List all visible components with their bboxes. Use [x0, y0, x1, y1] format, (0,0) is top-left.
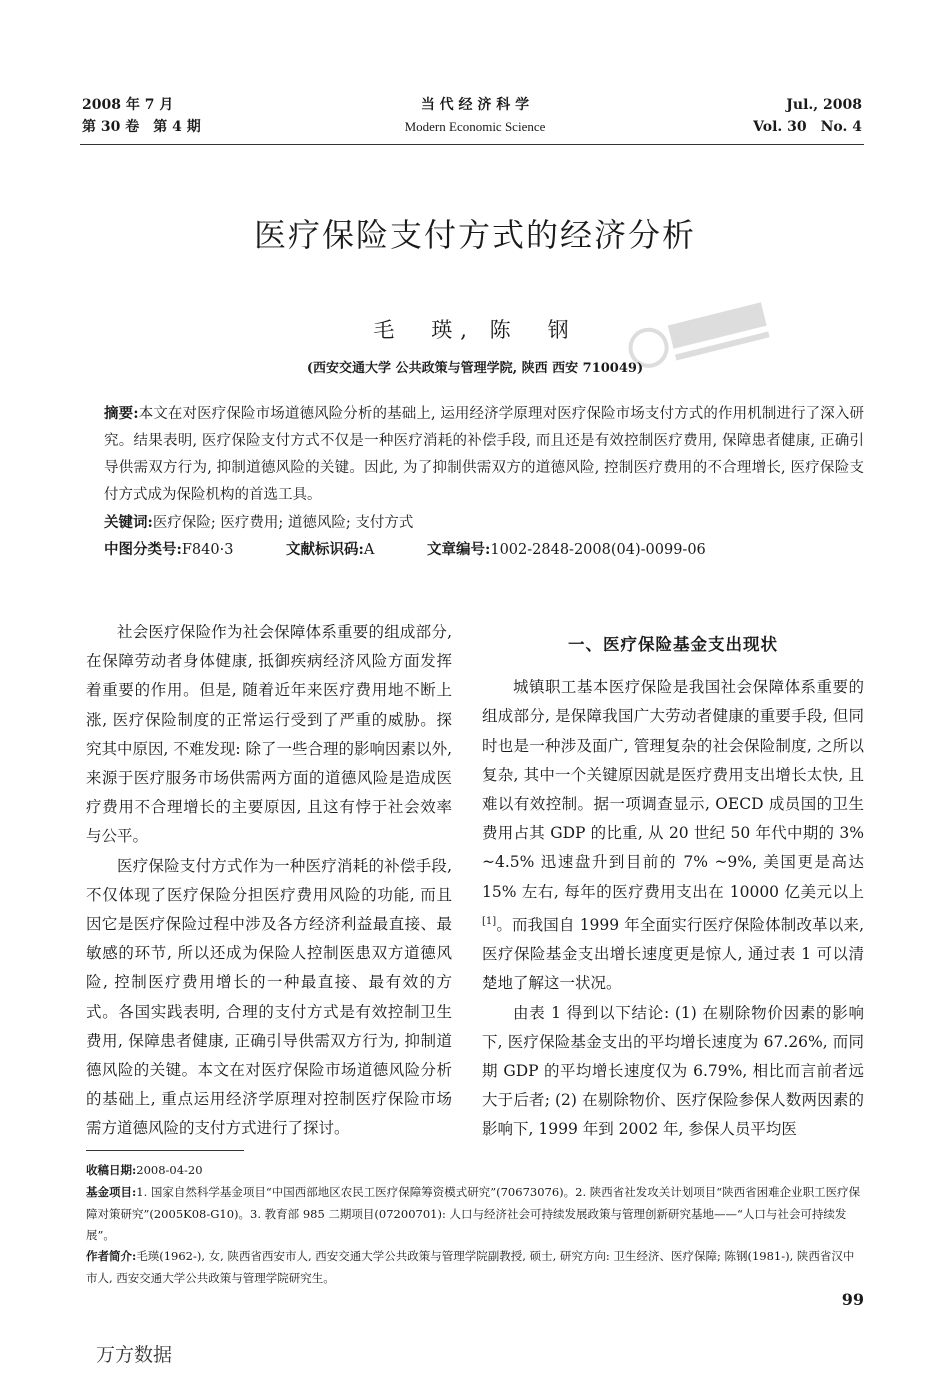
header-date-cn: 2008 年 7 月	[82, 97, 174, 113]
footnote-received	[86, 1160, 864, 1182]
abstract-label: 摘要:	[104, 405, 139, 422]
header-right	[753, 94, 862, 138]
fund-label: 基金项目:	[86, 1185, 137, 1199]
paragraph	[482, 673, 864, 998]
brand-text: 万方数据	[96, 1344, 173, 1366]
header-volume-cn: 第 30 卷 第 4 期	[82, 119, 201, 135]
author-bio-label: 作者简介:	[86, 1249, 137, 1263]
doc-code-label: 文献标识码:	[286, 541, 364, 558]
page-number: 99	[841, 1290, 864, 1309]
paragraph: 由表 1 得到以下结论: (1) 在剔除物价因素的影响下, 医疗保险基金支出的平均增长速度为 67.26%, 而同期 GDP 的平均增长速度仅为 6.79%, 相比而言前者远大于后者; (2) 在剔除物价、医疗保险参保人数两因素的影响下, 1999 年到 2002 年, 参保人员平均医	[482, 1003, 864, 1139]
author-affiliation: (西安交通大学 公共政策与管理学院, 陕西 西安 710049)	[306, 361, 644, 376]
article-authors: 毛 瑛, 陈 钢	[373, 318, 577, 342]
classification-line	[104, 536, 864, 564]
body-right-column	[482, 618, 864, 1145]
author-bio-value: 毛瑛(1962-), 女, 陕西省西安市人, 西安交通大学公共政策与管理学院副教授, 硕士, 研究方向: 卫生经济、医疗保障; 陈钢(1981-), 陕西省汉中市人, 西安交通大学公共政策与管理学院研究生。	[86, 1249, 855, 1285]
abstract-text: 本文在对医疗保险市场道德风险分析的基础上, 运用经济学原理对医疗保险市场支付方式的作用机制进行了深入研究。结果表明, 医疗保险支付方式不仅是一种医疗消耗的补偿手段, 而且还是有效控制医疗费用, 保障患者健康, 正确引导供需双方行为, 抑制道德风险的关键。因此, 为了抑制供需双方的道德风险, 控制医疗费用的不合理增长, 医疗保险支付方式成为保险机构的首选工具。	[104, 406, 865, 503]
paragraph-text: 。而我国自 1999 年全面实行医疗保险体制改革以来, 医疗保险基金支出增长速度更是惊人, 通过表 1 可以清楚地了解这一状况。	[482, 915, 864, 993]
header-volume-en: Vol. 30 No. 4	[753, 119, 862, 135]
keywords	[104, 509, 413, 537]
paragraph-text: 城镇职工基本医疗保险是我国社会保障体系重要的组成部分, 是保障我国广大劳动者健康的重要手段, 但同时也是一种涉及面广, 管理复杂的社会保险制度, 之所以复杂, 其中一个关键原因就是医疗费用支出增长太快, 且难以有效控制。据一项调查显示, OECD 成员国的卫生费用占其 GDP 的比重, 从 20 世纪 50 年代中期的 3% ~4.5% 迅速盘升到目前的 7% ~9%, 美国更是高达 15% 左右, 每年的医疗费用支出在 10000 亿美元以上	[482, 678, 864, 901]
journal-title-en: Modern Economic Science	[404, 119, 546, 134]
fund-value: 1. 国家自然科学基金项目“中国西部地区农民工医疗保障筹资模式研究”(70673076)。2. 陕西省社发攻关计划项目“陕西省困难企业职工医疗保障对策研究”(2005K08-G10)。3. 教育部 985 二期项目(07200701): 人口与经济社会可持续发展政策与管理创新研究基地——“人口与社会可持续发展”。	[86, 1185, 861, 1242]
keywords-label: 关键词:	[104, 514, 153, 531]
paragraph: 社会医疗保险作为社会保障体系重要的组成部分, 在保障劳动者身体健康, 抵御疾病经济风险方面发挥着重要的作用。但是, 随着近年来医疗费用地不断上涨, 医疗保险制度的正常运行受到了严重的威胁。探究其中原因, 不难发现: 除了一些合理的影响因素以外, 来源于医疗服务市场供需两方面的道德风险是造成医疗费用不合理增长的主要原因, 且这有悖于社会效率与公平。	[86, 623, 452, 846]
article-title: 医疗保险支付方式的经济分析	[253, 216, 696, 254]
article-number-label: 文章编号:	[427, 541, 491, 558]
footnote-author	[86, 1246, 864, 1289]
footnote-fund	[86, 1182, 864, 1247]
citation-ref: [1]	[482, 915, 497, 927]
clc-value: F840·3	[181, 542, 234, 558]
header-center	[300, 94, 650, 138]
abstract	[104, 400, 864, 509]
header-left	[82, 94, 201, 138]
paragraph: 医疗保险支付方式作为一种医疗消耗的补偿手段, 不仅体现了医疗保险分担医疗费用风险的功能, 而且因它是医疗保险过程中涉及各方经济利益最直接、最敏感的环节, 所以还成为保险人控制医患双方道德风险, 控制医疗费用增长的一种最直接、最有效的方式。各国实践表明, 合理的支付方式是有效控制卫生费用, 保障患者健康, 正确引导供需双方行为, 抑制道德风险的关键。本文在对医疗保险市场道德风险分析的基础上, 重点运用经济学原理对控制医疗保险市场需方道德风险的支付方式进行了探讨。	[86, 856, 452, 1138]
clc-label: 中图分类号:	[104, 541, 182, 558]
header-date-en: Jul., 2008	[786, 97, 862, 113]
article-number-value: 1002-2848-2008(04)-0099-06	[490, 542, 706, 558]
received-value: 2008-04-20	[136, 1163, 203, 1177]
body-left-column	[86, 618, 452, 1144]
received-label: 收稿日期:	[86, 1163, 137, 1177]
keywords-text: 医疗保险; 医疗费用; 道德风险; 支付方式	[152, 515, 414, 531]
section-heading: 一、医疗保险基金支出现状	[568, 635, 778, 654]
journal-title-cn: 当 代 经 济 科 学	[420, 97, 530, 113]
footnote-rule	[86, 1150, 244, 1151]
doc-code-value: A	[363, 542, 375, 558]
header-rule	[80, 144, 864, 145]
